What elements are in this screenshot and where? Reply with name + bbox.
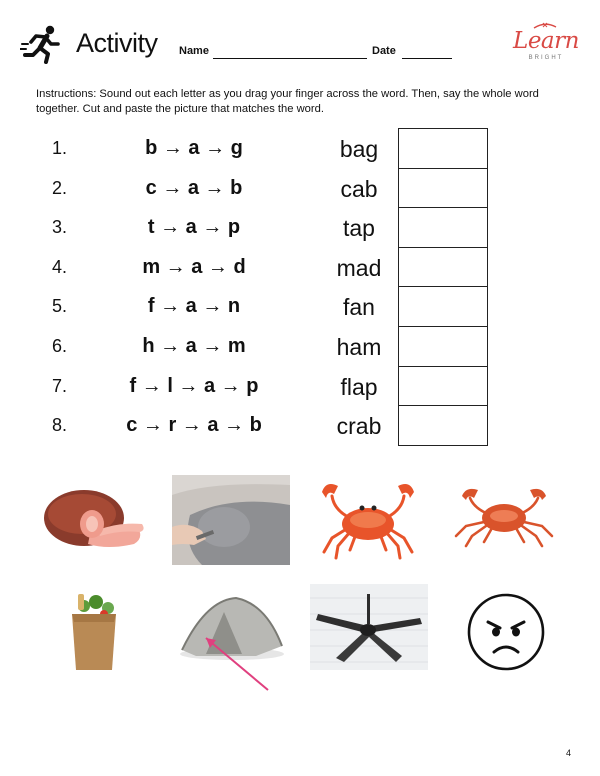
ceiling-fan-icon[interactable] bbox=[310, 584, 428, 670]
letter-sounds: c → r → a → b bbox=[126, 414, 262, 437]
paste-box[interactable] bbox=[398, 247, 488, 287]
item-number: 3. bbox=[52, 217, 68, 238]
word: fan bbox=[343, 294, 375, 321]
paste-box[interactable] bbox=[398, 207, 488, 247]
paste-box[interactable] bbox=[398, 405, 488, 446]
list-item bbox=[0, 168, 600, 208]
list-item bbox=[0, 128, 600, 168]
item-number: 7. bbox=[52, 375, 68, 396]
crab-icon[interactable] bbox=[316, 480, 420, 560]
item-number: 6. bbox=[52, 336, 68, 356]
word: flap bbox=[340, 373, 378, 400]
word: crab bbox=[336, 413, 382, 440]
item-number: 5. bbox=[52, 296, 68, 317]
paste-box[interactable] bbox=[398, 326, 488, 366]
item-number: 2. bbox=[52, 177, 68, 198]
crab-icon[interactable] bbox=[452, 486, 556, 550]
paste-box[interactable] bbox=[398, 168, 488, 208]
letter-sounds: t → a → p bbox=[147, 216, 241, 239]
word: ham bbox=[336, 334, 382, 360]
letter-sounds: b → a → g bbox=[145, 137, 243, 159]
word: mad bbox=[336, 254, 382, 281]
list-item bbox=[0, 207, 600, 247]
word: bag bbox=[339, 136, 379, 162]
instructions: Instructions: Sound out each letter as you drag your finger across the word. Then, say the whole word together. Cut and paste the picture that matches the word. bbox=[36, 88, 539, 115]
header bbox=[20, 22, 580, 72]
letter-sounds: f → a → n bbox=[147, 295, 241, 318]
item-number: 4. bbox=[52, 256, 68, 277]
paste-box[interactable] bbox=[398, 286, 488, 326]
word: cab bbox=[340, 175, 378, 202]
list-item bbox=[0, 326, 600, 366]
list-item bbox=[0, 405, 600, 445]
list-item bbox=[0, 366, 600, 406]
grocery-bag-icon[interactable] bbox=[66, 592, 122, 672]
letter-sounds: f → l → a → p bbox=[129, 374, 259, 397]
date-blank-line[interactable] bbox=[402, 58, 452, 59]
letter-sounds: c → a → b bbox=[145, 176, 243, 199]
logo-bright-text: BRIGHT bbox=[528, 55, 564, 61]
page-number: 4 bbox=[566, 748, 572, 758]
list-item bbox=[0, 247, 600, 287]
tent-flap-icon[interactable] bbox=[176, 594, 286, 694]
item-number: 8. bbox=[52, 415, 68, 436]
logo-learn-text: Learn bbox=[513, 28, 579, 54]
name-label: Name bbox=[179, 45, 209, 57]
letter-sounds: m → a → d bbox=[142, 255, 246, 278]
list-item bbox=[0, 286, 600, 326]
letter-sounds: h → a → m bbox=[142, 335, 246, 357]
page-title: Activity bbox=[76, 28, 158, 58]
ham-icon[interactable] bbox=[42, 484, 148, 552]
item-number: 1. bbox=[52, 138, 68, 158]
paste-box[interactable] bbox=[398, 128, 488, 168]
knee-tap-icon[interactable] bbox=[172, 475, 290, 565]
paste-box[interactable] bbox=[398, 366, 488, 406]
word: tap bbox=[343, 215, 375, 242]
angry-face-icon[interactable] bbox=[466, 592, 546, 672]
running-person-icon bbox=[20, 24, 64, 64]
name-blank-line[interactable] bbox=[213, 58, 367, 59]
date-label: Date bbox=[372, 45, 396, 57]
learn-bright-logo bbox=[510, 24, 582, 68]
